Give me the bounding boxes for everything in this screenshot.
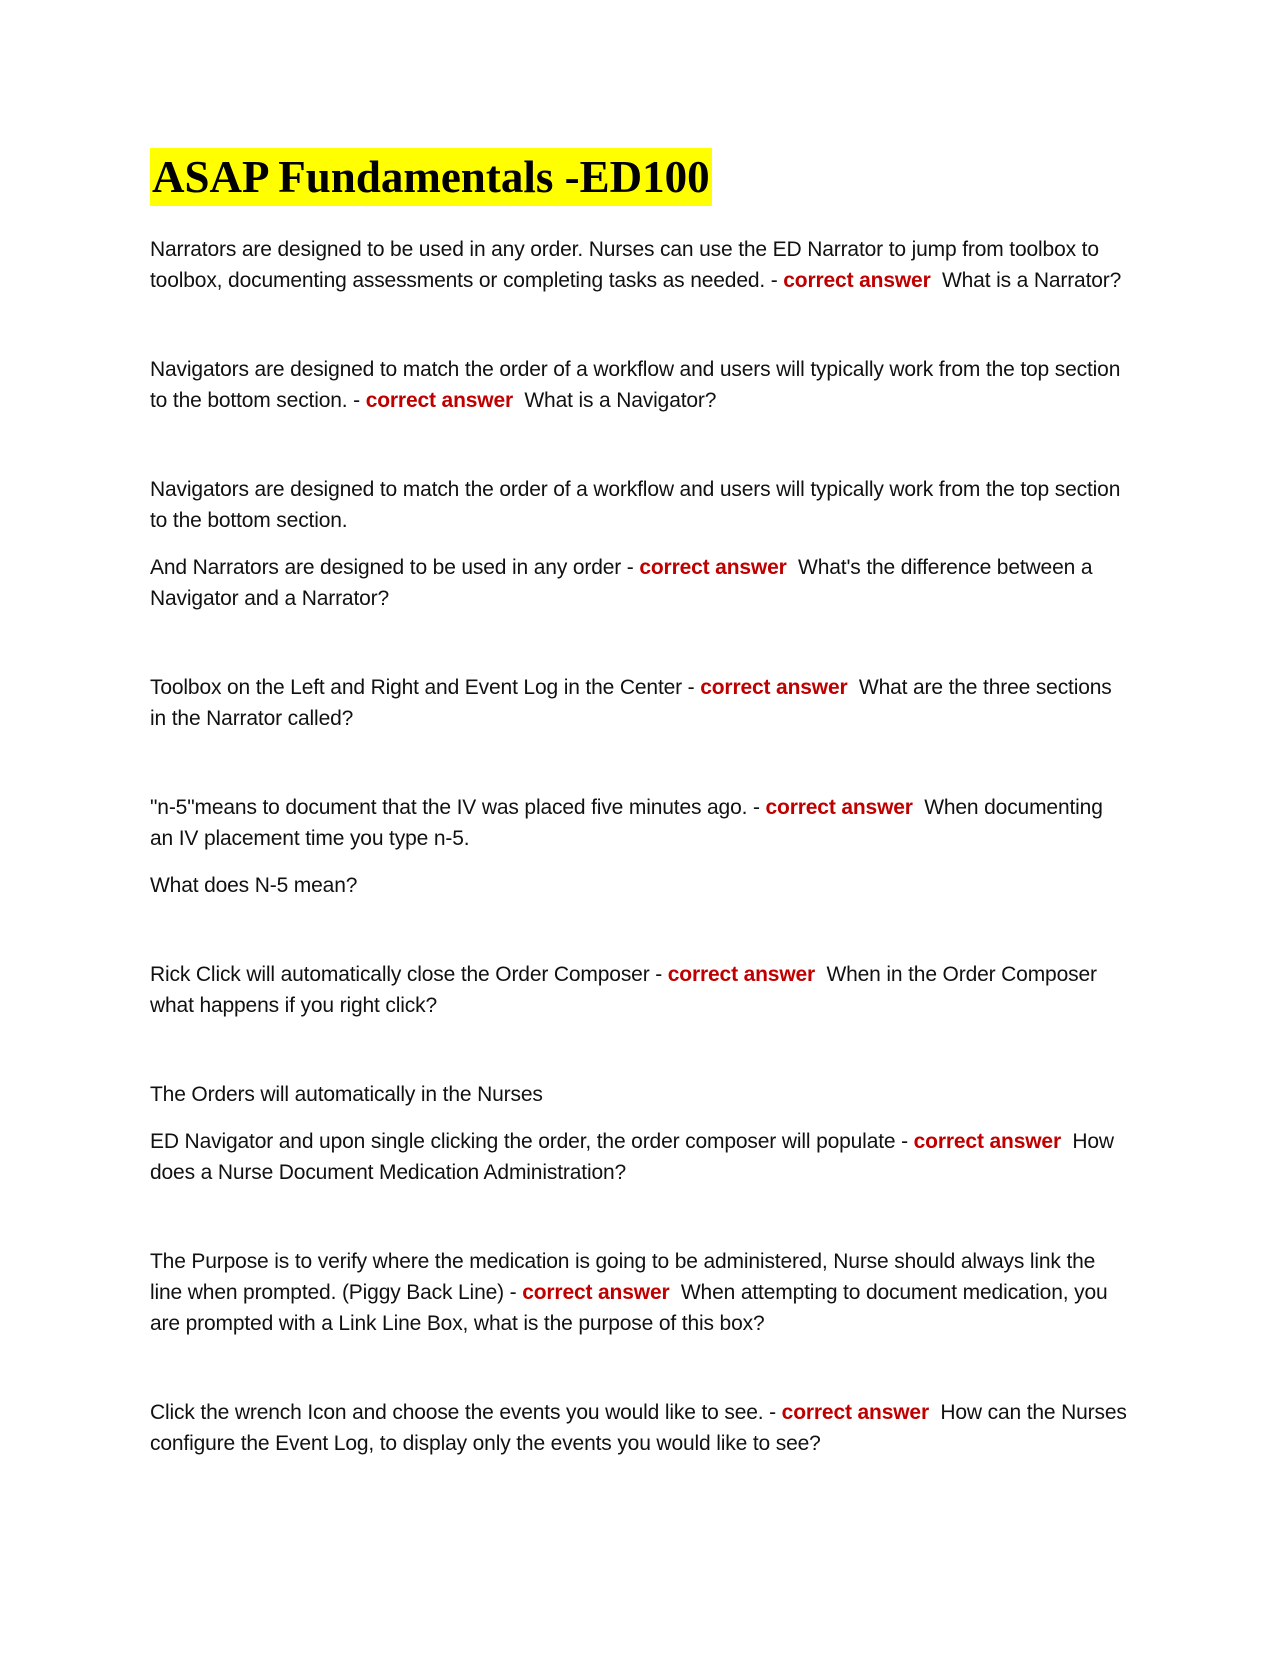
question-text: What are the three sections in the Narrator called? [150, 676, 1112, 730]
answer-text: Rick Click will automatically close the Order Composer - [150, 963, 668, 986]
qa-paragraph [150, 1246, 1130, 1339]
document-page [150, 148, 1130, 1459]
question-text: What is a Narrator? [941, 269, 1122, 292]
qa-paragraph [150, 959, 1130, 1021]
qa-paragraph [150, 1397, 1130, 1459]
qa-paragraph [150, 234, 1130, 296]
question-text: When attempting to document medication, you are prompted with a Link Line Box, what is the purpose of this box? [150, 1281, 1108, 1335]
correct-answer-label: correct answer [700, 676, 848, 699]
qa-paragraph [150, 552, 1130, 614]
answer-text: Click the wrench Icon and choose the events you would like to see. - [150, 1401, 782, 1424]
question-text: How can the Nurses configure the Event Log, to display only the events you would like to see? [150, 1401, 1127, 1455]
question-text: How does a Nurse Document Medication Administration? [150, 1130, 1114, 1184]
correct-answer-label: correct answer [667, 963, 816, 986]
correct-answer-label: correct answer [365, 389, 514, 412]
question-text: When documenting an IV placement time you type n-5. [150, 796, 1103, 850]
answer-text: ED Navigator and upon single clicking the order, the order composer will populate - [150, 1130, 914, 1153]
question-text: When in the Order Composer what happens if you right click? [150, 963, 1097, 1017]
question-text: What is a Navigator? [524, 389, 717, 412]
qa-paragraph [150, 1126, 1130, 1188]
correct-answer-label: correct answer [639, 556, 787, 579]
answer-text: The Purpose is to verify where the medication is going to be administered, Nurse should always link the line when prompted. (Piggy Back Line) - [150, 1250, 1096, 1304]
qa-paragraph [150, 792, 1130, 854]
document-title: ASAP Fundamentals -ED100 [150, 148, 712, 206]
correct-answer-label: correct answer [781, 1401, 929, 1424]
qa-paragraph [150, 1079, 1130, 1110]
answer-text: And Narrators are designed to be used in any order - [150, 556, 640, 579]
answer-text: The Orders will automatically in the Nurses [150, 1083, 543, 1106]
correct-answer-label: correct answer [522, 1281, 670, 1304]
answer-text: Navigators are designed to match the order of a workflow and users will typically work from the top section to the bottom section. [150, 478, 1121, 532]
qa-paragraph [150, 474, 1130, 536]
qa-paragraph [150, 672, 1130, 734]
question-text: What's the difference between a Navigator and a Narrator? [150, 556, 1093, 610]
answer-text: Navigators are designed to match the order of a workflow and users will typically work from the top section to the bottom section. - [150, 358, 1121, 412]
question-text: What does N-5 mean? [150, 874, 358, 897]
correct-answer-label: correct answer [913, 1130, 1061, 1153]
answer-text: "n-5"means to document that the IV was placed five minutes ago. - [150, 796, 766, 819]
correct-answer-label: correct answer [765, 796, 913, 819]
answer-text: Toolbox on the Left and Right and Event Log in the Center - [150, 676, 701, 699]
qa-paragraph [150, 354, 1130, 416]
correct-answer-label: correct answer [783, 269, 931, 292]
qa-paragraph [150, 870, 1130, 901]
answer-text: Narrators are designed to be used in any order. Nurses can use the ED Narrator to jump from toolbox to toolbox, documenting assessments or completing tasks as needed. - [150, 238, 1099, 292]
